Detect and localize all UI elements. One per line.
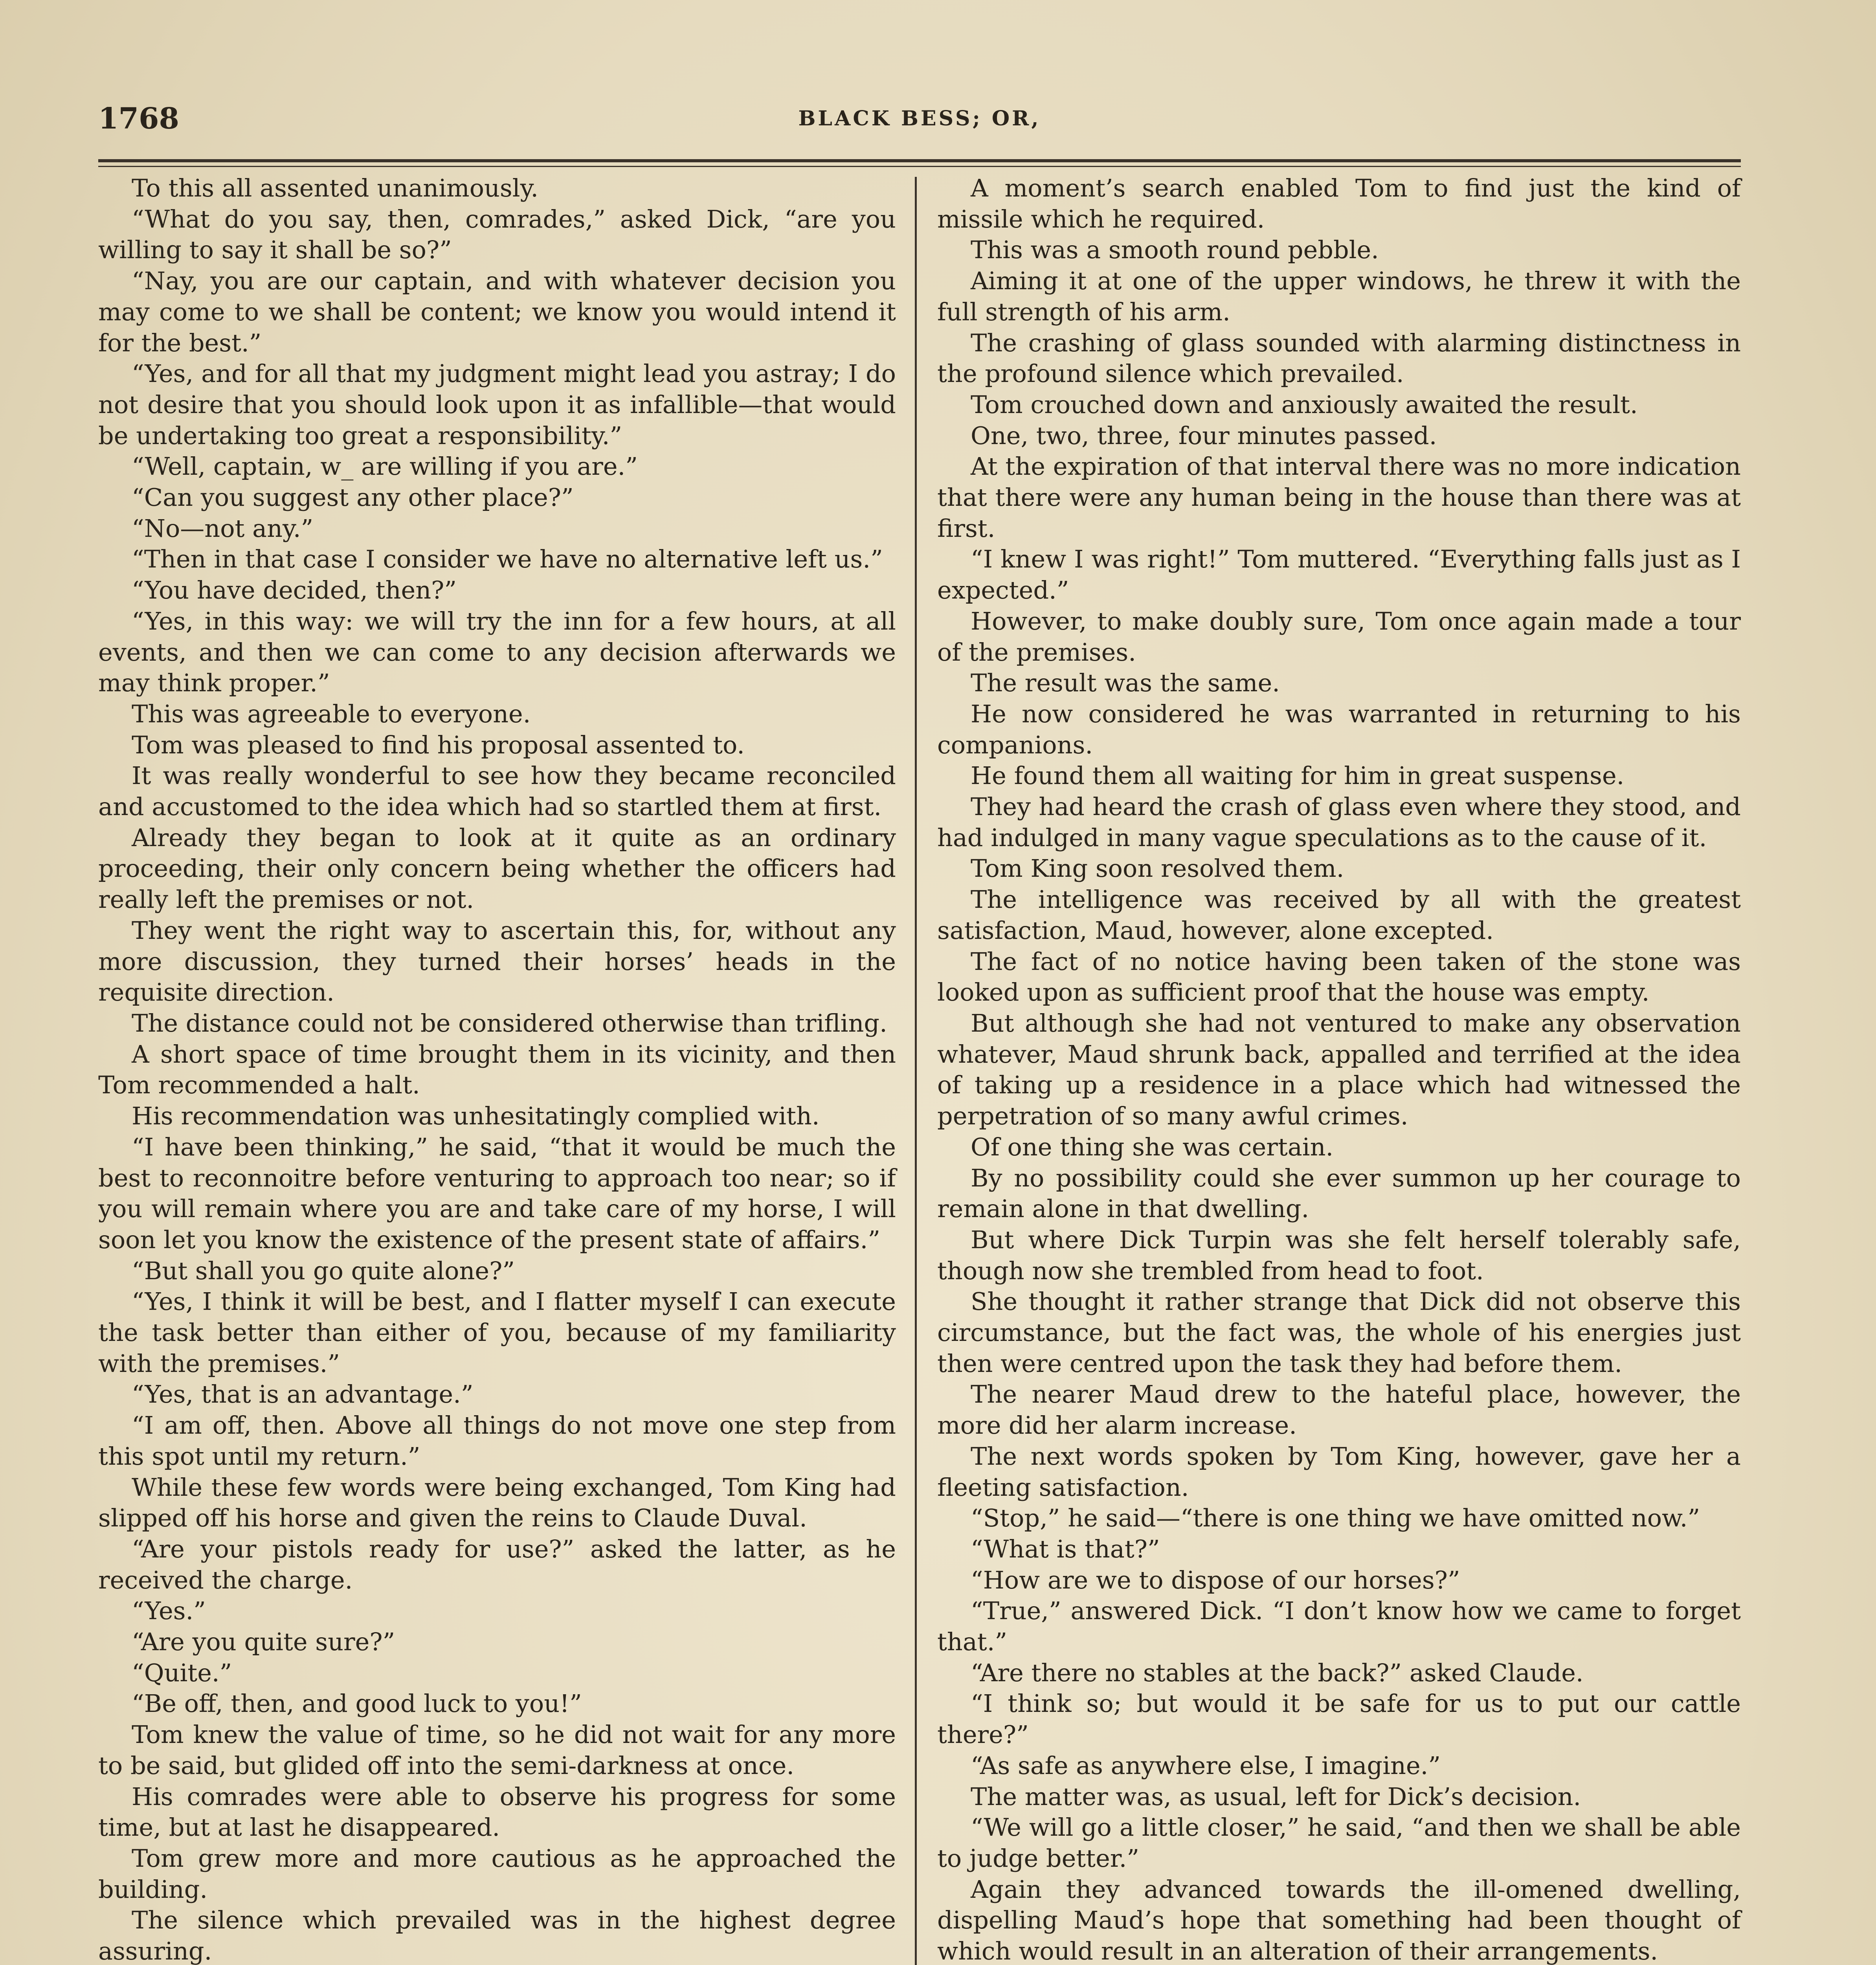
paragraph: “Then in that case I consider we have no alternative left us.”: [132, 545, 883, 574]
paragraph: The silence which prevailed was in the highest degree assuring.: [98, 1906, 896, 1965]
paragraph: His recommendation was unhesitatingly complied with.: [132, 1102, 820, 1131]
paragraph: “Yes, I think it will be best, and I flatter myself I can execute the task better than either of you, because of my familiarity with the premises.”: [98, 1287, 896, 1378]
paragraph: “Yes, and for all that my judgment might lead you astray; I do not desire that you should look upon it as infallible—that would be undertaking too great a responsibility.”: [98, 359, 896, 450]
paragraph: Tom crouched down and anxiously awaited the result.: [971, 390, 1638, 419]
paragraph: Of one thing she was certain.: [971, 1132, 1334, 1161]
paragraph: Again they advanced towards the ill-omened dwelling, dispelling Maud’s hope that something had been thought of which would result in an alteration of their arrangements.: [937, 1875, 1741, 1965]
paragraph: “I have been thinking,” he said, “that it would be much the best to reconnoitre before venturing to approach too near; so if you will remain where you are and take care of my horse, I will soon let you know the existence of the present state of affairs.”: [98, 1132, 896, 1254]
paragraph: A short space of time brought them in its vicinity, and then Tom recommended a halt.: [98, 1039, 896, 1100]
paragraph: The matter was, as usual, left for Dick’s decision.: [971, 1782, 1581, 1811]
column-divider: [915, 177, 917, 1965]
paragraph: “Yes, in this way: we will try the inn for a few hours, at all events, and then we can come to any decision afterwards we may think proper.”: [98, 606, 896, 698]
paragraph: But where Dick Turpin was she felt herself tolerably safe, though now she trembled from head to foot.: [937, 1225, 1741, 1285]
paragraph: One, two, three, four minutes passed.: [971, 421, 1437, 450]
paragraph: Tom grew more and more cautious as he approached the building.: [98, 1844, 896, 1904]
paragraph: He now considered he was warranted in returning to his companions.: [937, 699, 1741, 759]
paragraph: This was agreeable to everyone.: [132, 699, 531, 728]
paragraph: “Yes, that is an advantage.”: [132, 1380, 474, 1409]
paragraph: Already they began to look at it quite as an ordinary proceeding, their only concern being whether the officers had really left the premises or not.: [98, 823, 896, 914]
paragraph: “Are your pistols ready for use?” asked the latter, as he received the charge.: [98, 1534, 896, 1594]
page-header: [98, 103, 1741, 134]
paragraph: “No—not any.”: [132, 514, 314, 543]
paragraph: “Yes.”: [132, 1596, 206, 1625]
paragraph: By no possibility could she ever summon up her courage to remain alone in that dwelling.: [937, 1163, 1741, 1223]
page-number: 1768: [98, 102, 179, 136]
left-column: [98, 173, 896, 1965]
paragraph: They had heard the crash of glass even where they stood, and had indulged in many vague speculations as to the cause of it.: [937, 792, 1741, 852]
paragraph: “True,” answered Dick. “I don’t know how we came to forget that.”: [937, 1596, 1741, 1656]
paragraph: “Well, captain, w_ are willing if you are.”: [132, 452, 638, 481]
paragraph: The fact of no notice having been taken of the stone was looked upon as sufficient proof that the house was empty.: [937, 947, 1741, 1007]
paragraph: The next words spoken by Tom King, however, gave her a fleeting satisfaction.: [937, 1442, 1741, 1502]
header-rule: [98, 159, 1741, 162]
paragraph: However, to make doubly sure, Tom once again made a tour of the premises.: [937, 606, 1741, 667]
paragraph: “As safe as anywhere else, I imagine.”: [971, 1751, 1441, 1780]
right-column: [937, 173, 1741, 1965]
paragraph: “Are you quite sure?”: [132, 1627, 395, 1656]
paragraph: Tom was pleased to find his proposal assented to.: [132, 730, 745, 759]
paragraph: They went the right way to ascertain this, for, without any more discussion, they turned their horses’ heads in the requisite direction.: [98, 916, 896, 1007]
paragraph: “Stop,” he said—“there is one thing we have omitted now.”: [971, 1504, 1700, 1533]
paragraph: “We will go a little closer,” he said, “and then we shall be able to judge better.”: [937, 1813, 1741, 1873]
paragraph: It was really wonderful to see how they became reconciled and accustomed to the idea which had so startled them at first.: [98, 761, 896, 821]
paragraph: He found them all waiting for him in great suspense.: [971, 761, 1625, 790]
paragraph: His comrades were able to observe his progress for some time, but at last he disappeared.: [98, 1782, 896, 1842]
paragraph: “What do you say, then, comrades,” asked Dick, “are you willing to say it shall be so?”: [98, 204, 896, 264]
header-rule-thin: [98, 166, 1741, 167]
paragraph: “I am off, then. Above all things do not move one step from this spot until my return.”: [98, 1411, 896, 1471]
paragraph: “What is that?”: [971, 1534, 1160, 1563]
paragraph: The nearer Maud drew to the hateful place, however, the more did her alarm increase.: [937, 1380, 1741, 1440]
paragraph: At the expiration of that interval there was no more indication that there were any human being in the house than there was at first.: [937, 452, 1741, 543]
paragraph: “Nay, you are our captain, and with whatever decision you may come to we shall be content; we know you would intend it for the best.”: [98, 266, 896, 357]
paragraph: “I think so; but would it be safe for us to put our cattle there?”: [937, 1689, 1741, 1749]
paragraph: To this all assented unanimously.: [132, 174, 539, 202]
paragraph: The intelligence was received by all with the greatest satisfaction, Maud, however, alone excepted.: [937, 885, 1741, 945]
paragraph: Tom King soon resolved them.: [971, 854, 1344, 883]
paragraph: But although she had not ventured to make any observation whatever, Maud shrunk back, appalled and terrified at the idea of taking up a residence in a place which had witnessed the perpetration of so many awful crimes.: [937, 1008, 1741, 1131]
paragraph: “Quite.”: [132, 1658, 232, 1687]
paragraph: “You have decided, then?”: [132, 576, 457, 605]
paragraph: “Are there no stables at the back?” asked Claude.: [971, 1658, 1584, 1687]
paragraph: “I knew I was right!” Tom muttered. “Everything falls just as I expected.”: [937, 545, 1741, 605]
paragraph: This was a smooth round pebble.: [971, 235, 1379, 264]
paragraph: “Can you suggest any other place?”: [132, 483, 574, 512]
paragraph: “Be off, then, and good luck to you!”: [132, 1689, 582, 1718]
paragraph: She thought it rather strange that Dick did not observe this circumstance, but the fact was, the whole of his energies just then were centred upon the task they had before them.: [937, 1287, 1741, 1378]
paragraph: Aiming it at one of the upper windows, he threw it with the full strength of his arm.: [937, 266, 1741, 326]
paragraph: The crashing of glass sounded with alarming distinctness in the profound silence which prevailed.: [937, 328, 1741, 388]
paragraph: The result was the same.: [971, 668, 1280, 698]
paragraph: “But shall you go quite alone?”: [132, 1256, 515, 1285]
running-head: BLACK BESS; OR,: [798, 107, 1041, 130]
paragraph: While these few words were being exchanged, Tom King had slipped off his horse and given the reins to Claude Duval.: [98, 1473, 896, 1533]
paragraph: “How are we to dispose of our horses?”: [971, 1565, 1460, 1594]
paragraph: The distance could not be considered otherwise than trifling.: [132, 1008, 887, 1038]
paragraph: A moment’s search enabled Tom to find just the kind of missile which he required.: [937, 174, 1741, 233]
paragraph: Tom knew the value of time, so he did not wait for any more to be said, but glided off into the semi-darkness at once.: [98, 1720, 896, 1780]
